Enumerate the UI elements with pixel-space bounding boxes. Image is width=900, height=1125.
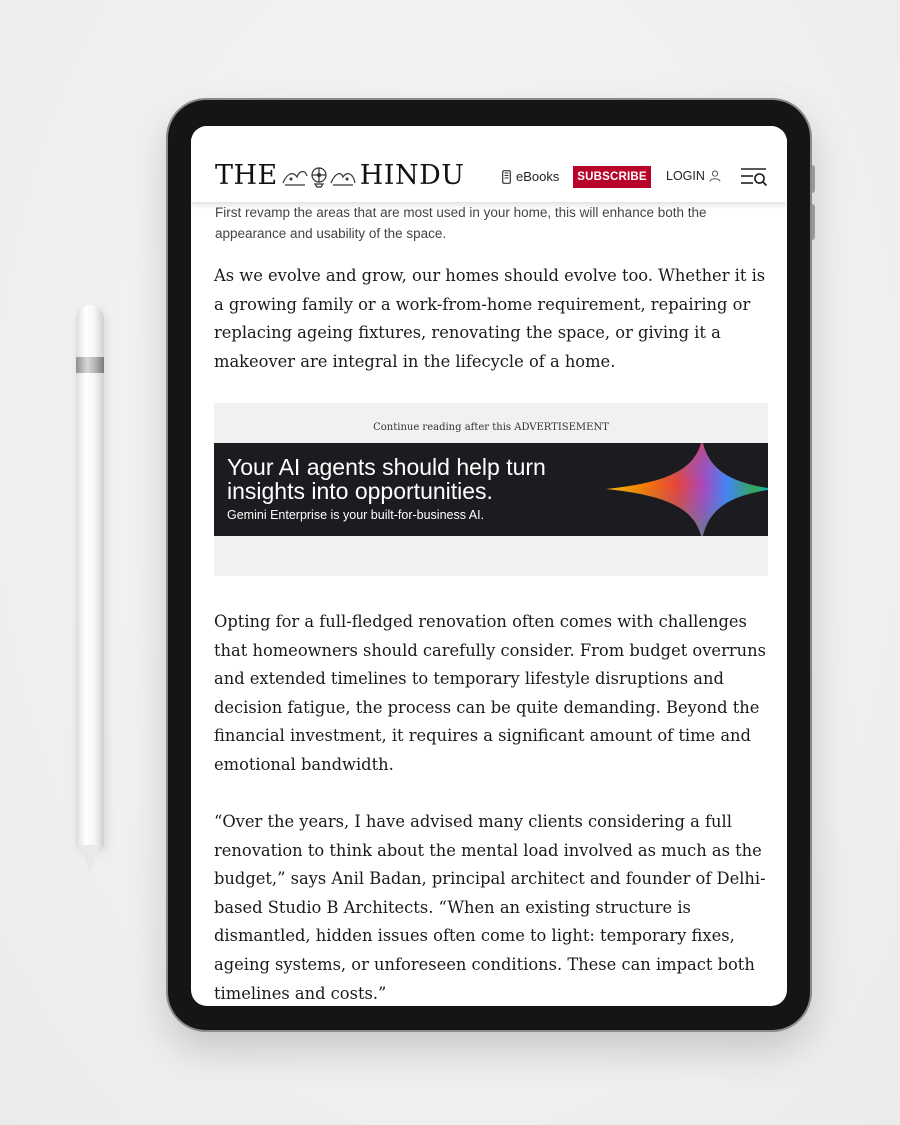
pencil-body — [76, 305, 104, 847]
stylus-pencil — [76, 305, 104, 875]
ebooks-link[interactable] — [502, 169, 559, 184]
ad-subline: Gemini Enterprise is your built-for-business AI. — [227, 508, 485, 522]
gemini-star-icon — [604, 443, 768, 536]
tablet-device — [168, 100, 810, 1030]
login-button[interactable] — [666, 169, 721, 183]
pencil-band — [76, 357, 104, 373]
user-icon — [709, 170, 721, 182]
login-label: LOGIN — [666, 169, 705, 183]
site-logo[interactable] — [215, 160, 465, 191]
article-paragraph: Opting for a full-fledged renovation often comes with challenges that homeowners should carefully consider. From budget overruns and extended timelines to temporary lifestyle disruptions and decision fatigue, the process can be quite demanding. Beyond the financial investment, it requires a significant amount of time and emotional bandwidth. — [214, 612, 766, 774]
volume-up-button — [810, 165, 815, 193]
subscribe-button[interactable]: SUBSCRIBE — [573, 166, 651, 188]
ebooks-label: eBooks — [516, 169, 560, 184]
menu-search-icon[interactable] — [740, 166, 768, 188]
pencil-tip — [80, 845, 100, 875]
tablet-icon — [502, 170, 511, 184]
photo-caption: First revamp the areas that are most used in your home, this will enhance both the appearance and usability of the space. — [215, 205, 707, 241]
advertisement-label: Continue reading after this ADVERTISEMENT — [373, 422, 609, 433]
site-header — [191, 126, 787, 202]
tablet-screen — [191, 126, 787, 1006]
logo-emblem-icon — [281, 163, 357, 189]
volume-down-button — [810, 204, 815, 240]
logo-text-the: THE — [215, 160, 278, 191]
article-paragraph: As we evolve and grow, our homes should evolve too. Whether it is a growing family or a work-from-home requirement, repairing or replacing ageing fixtures, renovating the space, or giving it a makeover are integral in the lifecycle of a home. — [214, 266, 766, 371]
article-paragraph: “Over the years, I have advised many clients considering a full renovation to think about the mental load involved as much as the budget,” says Anil Badan, principal architect and founder of Delhi-based Studio B Architects. “When an existing structure is dismantled, hidden issues often come to light: temporary fixes, ageing systems, or unforeseen conditions. These can impact both timelines and costs.” — [214, 812, 766, 1003]
logo-text-hindu: HINDU — [359, 160, 465, 191]
ad-headline: Your AI agents should help turn insights into opportunities. — [227, 454, 546, 504]
advertisement-banner[interactable] — [214, 443, 768, 536]
advertisement-container — [214, 403, 768, 576]
